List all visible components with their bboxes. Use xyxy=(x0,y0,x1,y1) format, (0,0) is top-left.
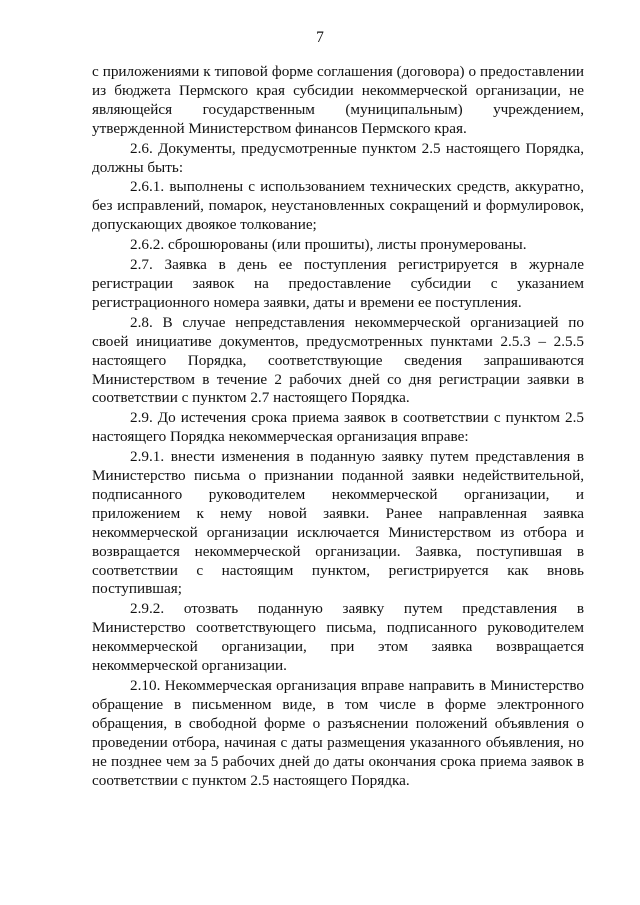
paragraph-clause-2-10: 2.10. Некоммерческая организация вправе направить в Министерство обращение в письменном виде, в том числе в форме электронного обращения, в свободной форме о разъяснении положений объявления о проведении отбора, начиная с даты размещения указанного объявления, но не позднее чем за 5 рабочих дней до даты окончания срока приема заявок в соответствии с пунктом 2.5 настоящего Порядка. xyxy=(92,677,584,789)
paragraph-clause-2-6-2: 2.6.2. сброшюрованы (или прошиты), листы пронумерованы. xyxy=(130,236,527,254)
paragraph-clause-2-6: 2.6. Документы, предусмотренные пунктом 2.5 настоящего Порядка, должны быть: xyxy=(92,139,584,176)
paragraph-clause-2-9: 2.9. До истечения срока приема заявок в соответствии с пунктом 2.5 настоящего Порядка некоммерческая организация вправе: xyxy=(92,409,584,446)
document-body xyxy=(92,63,584,790)
page-number: 7 xyxy=(316,29,324,46)
paragraph-clause-2-7: 2.7. Заявка в день ее поступления регистрируется в журнале регистрации заявок на предоставление субсидии с указанием регистрационного номера заявки, даты и времени ее поступления. xyxy=(92,256,584,311)
paragraph-intro-continuation: с приложениями к типовой форме соглашения (договора) о предоставлении из бюджета Пермского края субсидии некоммерческой организации, не являющейся государственным (муниципальным) учреждением, утвержденной Министерством финансов Пермского края. xyxy=(92,63,584,137)
paragraph-clause-2-6-1: 2.6.1. выполнены с использованием технических средств, аккуратно, без исправлений, помарок, неустановленных сокращений и формулировок, допускающих двоякое толкование; xyxy=(92,178,584,234)
paragraph-clause-2-8: 2.8. В случае непредставления некоммерческой организацией по своей инициативе документов, предусмотренных пунктами 2.5.3 – 2.5.5 настоящего Порядка, соответствующие сведения запрашиваются Министерством в течение 2 рабочих дней со дня регистрации заявки в соответствии с пунктом 2.7 настоящего Порядка. xyxy=(92,313,584,407)
paragraph-clause-2-9-1: 2.9.1. внести изменения в поданную заявку путем представления в Министерство письма о признании поданной заявки недействительной, подписанного руководителем некоммерческой организации, и приложением к нему новой заявки. Ранее направленная заявка некоммерческой организации исключается Министерством из отбора и возвращается некоммерческой организации. Заявка, поступившая в соответствии с настоящим пунктом, регистрируется как вновь поступившая; xyxy=(92,448,584,598)
paragraph-clause-2-9-2: 2.9.2. отозвать поданную заявку путем представления в Министерство соответствующего письма, подписанного руководителем некоммерческой организации, при этом заявка возвращается некоммерческой организации. xyxy=(92,600,584,675)
